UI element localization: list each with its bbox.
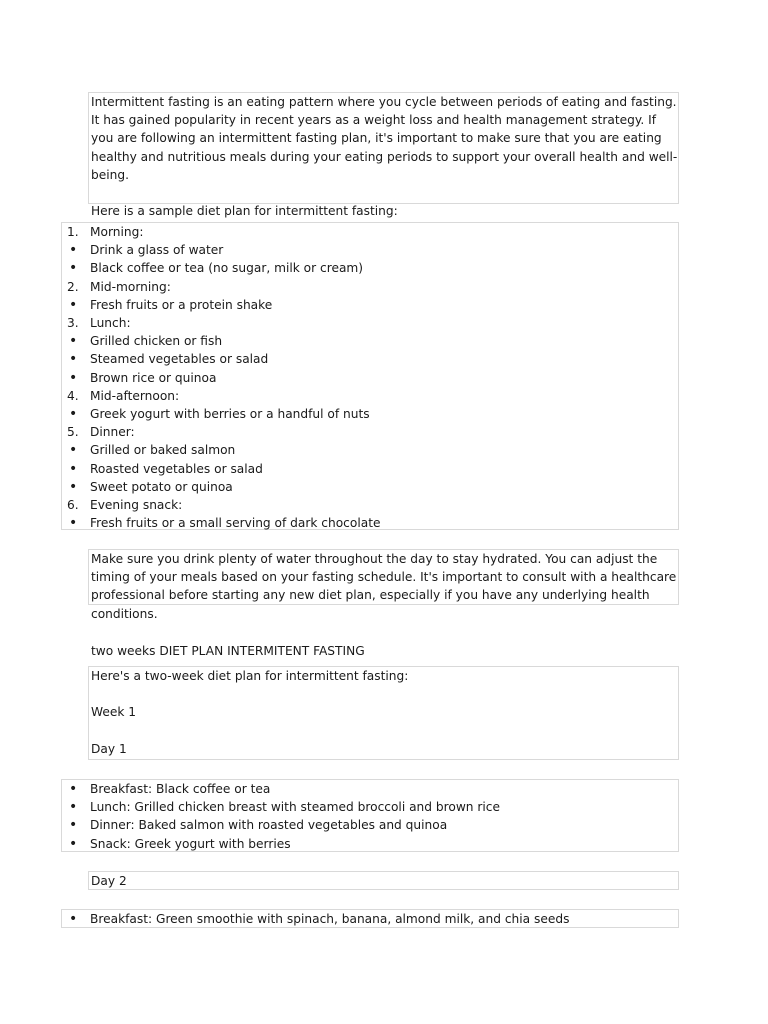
daily-plan-item <box>62 259 678 277</box>
number-marker: 5. <box>67 425 79 440</box>
bullet-marker: • <box>69 369 78 386</box>
day1-meal-item-text: Dinner: Baked salmon with roasted vegetables and quinoa <box>90 818 448 833</box>
bullet-marker: • <box>69 351 78 368</box>
daily-plan-item <box>62 387 678 405</box>
day1-meal-item-text: Breakfast: Black coffee or tea <box>90 782 271 796</box>
day2-meal-item-text: Breakfast: Green smoothie with spinach, banana, almond milk, and chia seeds <box>90 912 570 926</box>
daily-plan-item-text: Dinner: <box>90 425 135 440</box>
daily-plan-item-text: Roasted vegetables or salad <box>90 461 263 476</box>
bullet-marker: • <box>69 817 78 834</box>
bullet-marker: • <box>69 260 78 277</box>
daily-plan-item <box>62 496 678 514</box>
bullet-marker: • <box>69 242 78 259</box>
day1-meal-item <box>62 835 678 853</box>
two-week-intro <box>91 667 681 758</box>
daily-plan-item <box>62 314 678 332</box>
day1-label: Day 1 <box>91 741 127 756</box>
daily-plan-item <box>62 514 678 532</box>
bullet-marker: • <box>69 442 78 459</box>
day1-meal-list <box>62 780 678 853</box>
daily-plan-item-text: Fresh fruits or a protein shake <box>90 297 273 312</box>
bullet-marker: • <box>69 515 78 532</box>
hydration-paragraph: Make sure you drink plenty of water throughout the day to stay hydrated. You can adjust the timing of your meals based on your fasting schedule. It's important to consult with a healthcare professional before starting any new diet plan, especially if you have any underlying health conditions. <box>91 552 677 621</box>
week-label: Week 1 <box>91 705 137 720</box>
daily-plan-item-text: Evening snack: <box>90 498 183 513</box>
bullet-marker: • <box>69 911 78 927</box>
day1-meal-item-text: Snack: Greek yogurt with berries <box>90 836 291 851</box>
daily-plan-item <box>62 296 678 314</box>
day1-meal-item <box>62 798 678 816</box>
number-marker: 1. <box>67 225 79 239</box>
intro-paragraph: Intermittent fasting is an eating pattern where you cycle between periods of eating and fasting. It has gained popularity in recent years as a weight loss and health management strategy. If you are following an intermittent fasting plan, it's important to make sure that you are eating healthy and nutritious meals during your eating periods to support your overall health and well-being. <box>91 95 678 182</box>
day1-meal-item <box>62 780 678 798</box>
bullet-marker: • <box>69 478 78 495</box>
bullet-marker: • <box>69 296 78 313</box>
daily-plan-item-text: Lunch: <box>90 316 131 331</box>
bullet-marker: • <box>69 835 78 852</box>
daily-plan-item <box>62 423 678 441</box>
day2-label: Day 2 <box>91 874 127 888</box>
number-marker: 6. <box>67 498 79 513</box>
number-marker: 3. <box>67 316 79 331</box>
number-marker: 4. <box>67 388 79 403</box>
day2-meal-item <box>62 910 678 928</box>
daily-plan-item-text: Mid-afternoon: <box>90 388 180 403</box>
number-marker: 2. <box>67 279 79 294</box>
day1-meal-item-text: Lunch: Grilled chicken breast with steamed broccoli and brown rice <box>90 800 500 815</box>
daily-plan-item-text: Mid-morning: <box>90 279 171 294</box>
bullet-marker: • <box>69 460 78 477</box>
daily-plan-item <box>62 369 678 387</box>
bullet-marker: • <box>69 333 78 350</box>
day1-meal-item <box>62 816 678 834</box>
bullet-marker: • <box>69 406 78 423</box>
daily-plan-item <box>62 223 678 241</box>
daily-plan-item <box>62 332 678 350</box>
daily-plan-item-text: Brown rice or quinoa <box>90 370 217 385</box>
daily-plan-item <box>62 405 678 423</box>
bullet-marker: • <box>69 799 78 816</box>
daily-plan-item-text: Steamed vegetables or salad <box>90 352 269 367</box>
sample-plan-line: Here is a sample diet plan for intermittent fasting: <box>91 204 398 219</box>
two-week-intro-line: Here's a two-week diet plan for intermittent fasting: <box>91 669 409 683</box>
daily-plan-item-text: Greek yogurt with berries or a handful of nuts <box>90 407 370 422</box>
daily-plan-item-text: Grilled or baked salmon <box>90 443 236 458</box>
daily-plan-item <box>62 478 678 496</box>
daily-plan-item-text: Fresh fruits or a small serving of dark chocolate <box>90 516 381 531</box>
daily-plan-item-text: Morning: <box>90 225 144 239</box>
daily-plan-item-text: Drink a glass of water <box>90 243 224 258</box>
daily-plan-item <box>62 278 678 296</box>
daily-plan-item <box>62 241 678 259</box>
daily-plan-list <box>62 223 678 532</box>
hydration-note <box>91 550 681 623</box>
day2-meal-list <box>62 910 678 928</box>
two-week-heading: two weeks DIET PLAN INTERMITENT FASTING <box>91 644 365 658</box>
day2-section <box>91 872 681 890</box>
daily-plan-item-text: Black coffee or tea (no sugar, milk or cream) <box>90 261 364 276</box>
bullet-marker: • <box>69 781 78 797</box>
daily-plan-item <box>62 460 678 478</box>
intro-section <box>91 93 681 220</box>
daily-plan-item <box>62 350 678 368</box>
daily-plan-item-text: Grilled chicken or fish <box>90 334 223 349</box>
daily-plan-item <box>62 441 678 459</box>
daily-plan-item-text: Sweet potato or quinoa <box>90 479 233 494</box>
